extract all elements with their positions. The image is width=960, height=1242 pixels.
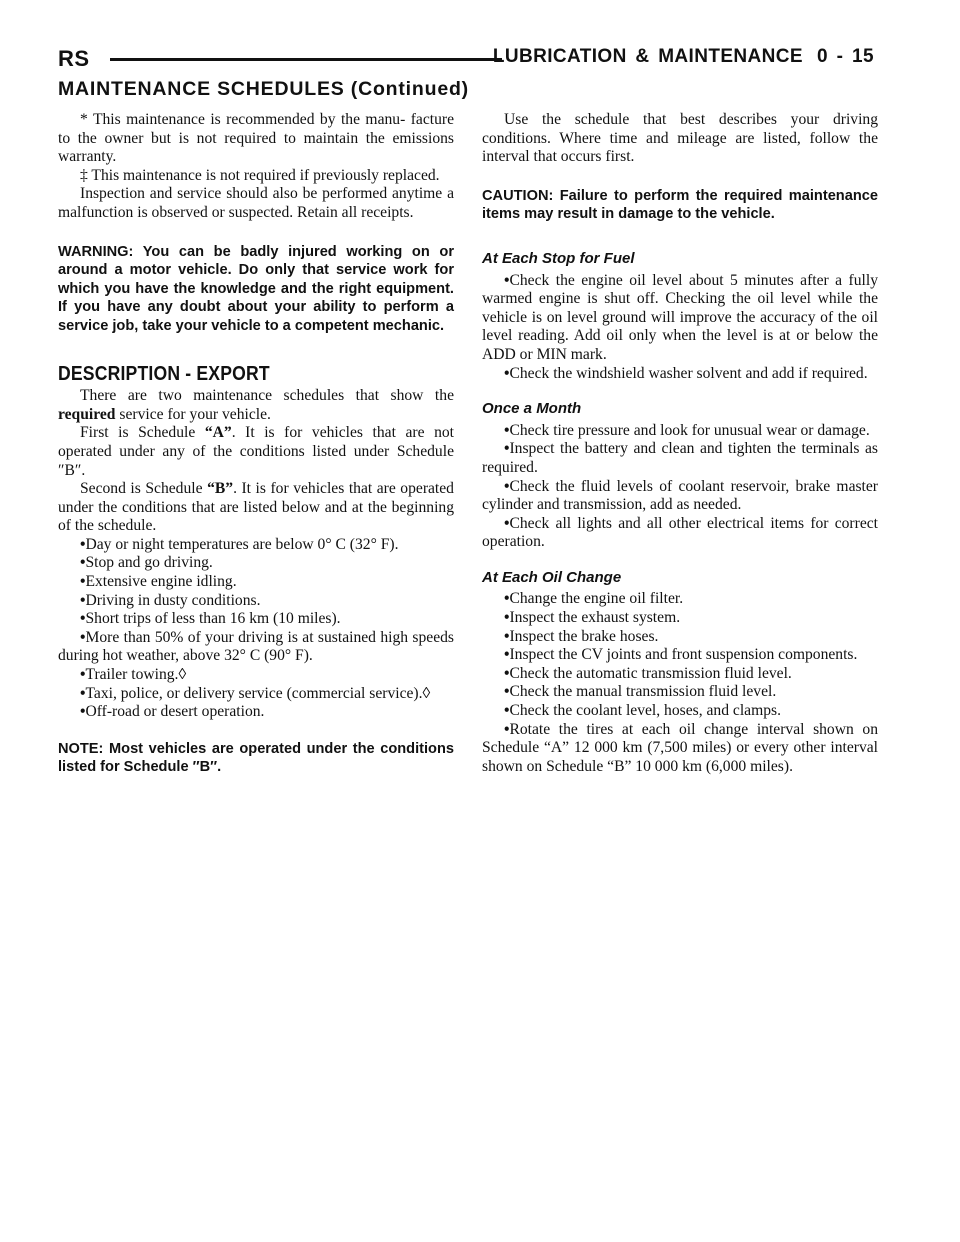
bullet-icon: • xyxy=(504,364,510,382)
oil-list xyxy=(482,590,878,776)
list-item: •Check the manual transmission fluid level. xyxy=(504,683,777,701)
bullet-icon: • xyxy=(504,271,510,289)
paragraph-inspection: Inspection and service should also be performed anytime a malfunction is observed or suspected. Retain all receipts. xyxy=(58,185,454,221)
list-item: •Check the engine oil level about 5 minutes after a fully warmed engine is shut off. Checking the oil level while the vehicle is on level ground will improve the accuracy of the oil level reading. Add oil only when the level is at or below the ADD or MIN mark. xyxy=(482,271,878,363)
list-item: •Extensive engine idling. xyxy=(80,573,237,591)
list-item: •Inspect the exhaust system. xyxy=(504,609,681,627)
bullet-icon: • xyxy=(504,702,510,720)
header-model-code: RS xyxy=(58,46,90,71)
bullet-icon: • xyxy=(504,646,510,664)
list-item: •Stop and go driving. xyxy=(80,554,213,572)
list-item: •Trailer towing.◊ xyxy=(80,666,187,684)
list-item: •Check the fluid levels of coolant reservoir, brake master cylinder and transmission, add as needed. xyxy=(482,477,878,514)
month-list xyxy=(482,422,878,552)
list-item: •Taxi, police, or delivery service (commercial service).◊ xyxy=(80,684,431,702)
bullet-icon: • xyxy=(80,703,86,721)
bullet-icon: • xyxy=(80,610,86,628)
list-item: •Check the windshield washer solvent and add if required. xyxy=(504,364,868,382)
section-title: DESCRIPTION - EXPORT xyxy=(58,362,270,385)
bullet-icon: • xyxy=(504,720,510,738)
bullet-icon: • xyxy=(504,683,510,701)
paragraph-schedule-b: Second is Schedule “B”. It is for vehicles that are operated under the conditions that are listed below and at the beginning of the schedule. xyxy=(58,480,454,535)
list-item: •Driving in dusty conditions. xyxy=(80,591,261,609)
right-column xyxy=(482,111,878,776)
left-column xyxy=(58,111,454,777)
list-item: •Inspect the CV joints and front suspension components. xyxy=(504,646,858,664)
note-text: NOTE: Most vehicles are operated under the conditions listed for Schedule ″B″. xyxy=(58,740,454,776)
bullet-icon: • xyxy=(504,477,510,495)
bullet-icon: • xyxy=(504,609,510,627)
bullet-icon: • xyxy=(80,628,86,646)
paragraph-schedule-choice: Use the schedule that best describes your driving conditions. Where time and mileage are listed, follow the interval that occurs first. xyxy=(482,111,878,166)
caution-text: CAUTION: Failure to perform the required maintenance items may result in damage to the vehicle. xyxy=(482,187,878,223)
warning-text: WARNING: You can be badly injured working on or around a motor vehicle. Do only that service work for which you have the knowledge and the right equipment. If you have any doubt about your ability to perform a service job, take your vehicle to a competent mechanic. xyxy=(58,243,454,334)
paragraph-footnote-dagger: ‡ This maintenance is not required if previously replaced. xyxy=(80,166,440,184)
bullet-icon: • xyxy=(80,573,86,591)
paragraph-schedule-a: First is Schedule “A”. It is for vehicles that are not operated under any of the conditions listed under Schedule ″B″. xyxy=(58,424,454,479)
bullet-icon: • xyxy=(504,590,510,608)
bullet-icon: • xyxy=(80,554,86,572)
list-item: •Inspect the battery and clean and tighten the terminals as required. xyxy=(482,440,878,476)
continued-heading: MAINTENANCE SCHEDULES (Continued) xyxy=(58,78,469,100)
paragraph-two-schedules: There are two maintenance schedules that show the required service for your vehicle. xyxy=(58,387,454,423)
list-item: •Check the automatic transmission fluid level. xyxy=(504,664,792,682)
fuel-list xyxy=(482,272,878,384)
list-item: •Change the engine oil filter. xyxy=(504,590,684,608)
list-item: •Rotate the tires at each oil change interval shown on Schedule “A” 12 000 km (7,500 miles) or every other interval shown on Schedule “B” 10 000 km (6,000 miles). xyxy=(482,720,878,775)
list-item: •Inspect the brake hoses. xyxy=(504,627,659,645)
paragraph-footnote-asterisk: * This maintenance is recommended by the manu- facture to the owner but is not required to maintain the emissions warranty. xyxy=(58,111,454,166)
subheading-fuel: At Each Stop for Fuel xyxy=(482,249,635,267)
bullet-icon: • xyxy=(80,591,86,609)
list-item: •Day or night temperatures are below 0° C (32° F). xyxy=(80,535,399,553)
bullet-icon: • xyxy=(504,664,510,682)
list-item: •Short trips of less than 16 km (10 miles). xyxy=(80,610,341,628)
list-item: •More than 50% of your driving is at sustained high speeds during hot weather, above 32° C (90° F). xyxy=(58,628,454,665)
bullet-icon: • xyxy=(80,666,86,684)
bullet-icon: • xyxy=(80,535,86,553)
header-title: LUBRICATION & MAINTENANCE xyxy=(492,46,803,67)
bullet-icon: • xyxy=(80,684,86,702)
bullet-icon: • xyxy=(504,440,510,458)
subheading-month: Once a Month xyxy=(482,400,582,418)
bullet-icon: • xyxy=(504,421,510,439)
list-item: •Off-road or desert operation. xyxy=(80,703,265,721)
list-item: •Check tire pressure and look for unusual wear or damage. xyxy=(504,421,870,439)
page-header xyxy=(58,44,874,74)
header-rule xyxy=(110,58,502,61)
list-item: •Check all lights and all other electrical items for correct operation. xyxy=(482,514,878,551)
header-section xyxy=(493,46,874,68)
bullet-icon: • xyxy=(504,627,510,645)
conditions-list xyxy=(58,536,454,722)
subheading-oil-change: At Each Oil Change xyxy=(482,568,622,586)
bullet-icon: • xyxy=(504,514,510,532)
list-item: •Check the coolant level, hoses, and clamps. xyxy=(504,702,781,720)
page-number: 0 - 15 xyxy=(817,46,874,67)
